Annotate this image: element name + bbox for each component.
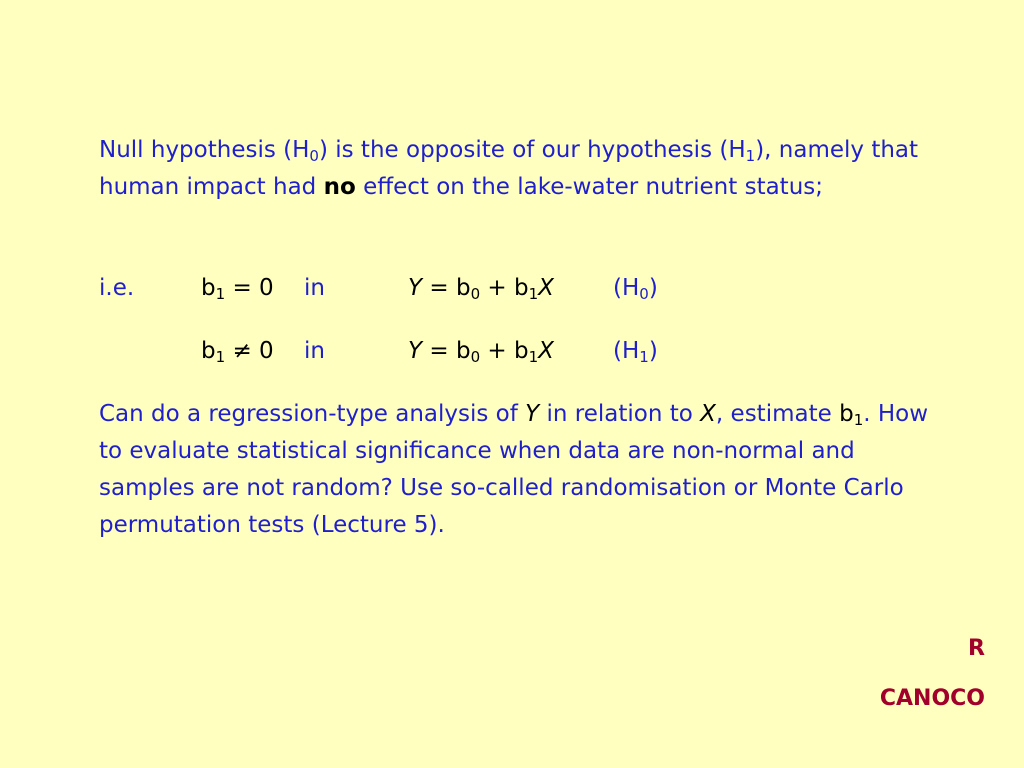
para1-text-1: Null hypothesis (H [99, 137, 310, 163]
equation-row-h0 [0, 270, 1024, 307]
para2-text-4: . How to evaluate statistical significance when data are non-normal and samples are not random? Use so-called randomisation or Monte Carlo permutation tests (Lecture 5). [99, 401, 929, 538]
para1-text-2: ) is the opposite of our hypothesis (H [318, 137, 746, 163]
null-hypothesis-paragraph [99, 132, 929, 206]
coef-b1: $b_1$ [839, 401, 864, 429]
eq1-in-label: in [304, 275, 325, 301]
eq2-hypothesis-label: $(H_1)$ [613, 338, 658, 366]
para1-text-4: effect on the lake-water nutrient status; [355, 174, 824, 200]
eq1-condition: $b_1 = 0$ [201, 275, 274, 303]
reference-canoco: CANOCO [879, 686, 985, 711]
reference-r: R [968, 636, 985, 661]
eq1-model: $Y = b_0 + b_1X$ [408, 275, 554, 303]
eq2-condition: $b_1 \ne 0$ [201, 338, 274, 366]
regression-paragraph [99, 396, 929, 544]
equation-row-h1 [0, 333, 1024, 370]
para2-text-2: in relation to [539, 401, 701, 427]
para1-text-3: ), namely that human impact had [99, 137, 919, 200]
eq1-hypothesis-label: $(H_0)$ [613, 275, 658, 303]
para2-text-1: Can do a regression-type analysis of [99, 401, 526, 427]
var-y: Y [525, 401, 540, 427]
h1-subscript: 1 [745, 147, 756, 165]
eq2-model: $Y = b_0 + b_1X$ [408, 338, 554, 366]
var-x: X [700, 401, 716, 427]
ie-label: i.e. [99, 275, 135, 301]
h0-subscript: 0 [309, 147, 319, 165]
emphasis-no: no [323, 174, 356, 200]
eq2-in-label: in [304, 338, 325, 364]
para2-text-3: , estimate [715, 401, 840, 427]
